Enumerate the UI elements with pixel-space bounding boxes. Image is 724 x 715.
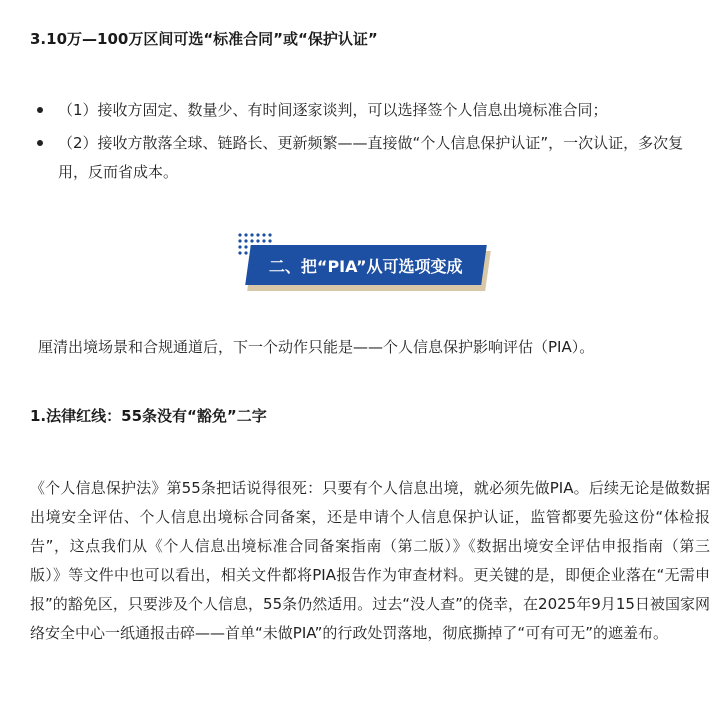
body-paragraph: 《个人信息保护法》第55条把话说得很死：只要有个人信息出境，就必须先做PIA。后续无论是做数据出境安全评估、个人信息出境标合同备案，还是申请个人信息保护认证，监管都要先验这份“体检报告”，这点我们从《个人信息出境标准合同备案指南（第二版）》《数据出境安全评估申报指南（第三版）》等文件中也可以看出，相关文件都将PIA报告作为审查材料。更关键的是，即便企业落在“无需申报”的豁免区，只要涉及个人信息，55条仍然适用。过去“没人查”的侥幸，在2025年9月15日被国家网络安全中心一纸通报击碎——首单“未做PIA”的行政处罚落地，彻底撕掉了“可有可无”的遮羞布。	[30, 479, 710, 642]
bullet-item	[30, 129, 712, 187]
section-heading-legal-redline: 1.法律红线：55条没有“豁免”二字	[30, 407, 267, 425]
bullet-item	[30, 96, 712, 125]
bullet-text: （1）接收方固定、数量少、有时间逐家谈判，可以选择签个人信息出境标准合同；	[58, 101, 608, 119]
bullet-dot-icon	[37, 140, 43, 146]
section-heading-contract-or-certification: 3.10万—100万区间可选“标准合同”或“保护认证”	[30, 30, 378, 48]
banner-box	[245, 245, 487, 285]
banner-title: 二、把“PIA”从可选项变成	[269, 256, 463, 276]
bullet-dot-icon	[37, 107, 43, 113]
section-banner	[236, 231, 492, 295]
bullet-text: （2）接收方散落全球、链路长、更新频繁——直接做“个人信息保护认证”，一次认证，多次复用，反而省成本。	[58, 134, 684, 181]
intro-text: 厘清出境场景和合规通道后，下一个动作只能是——个人信息保护影响评估（PIA）。	[38, 338, 595, 356]
option-bullet-list	[30, 96, 712, 187]
